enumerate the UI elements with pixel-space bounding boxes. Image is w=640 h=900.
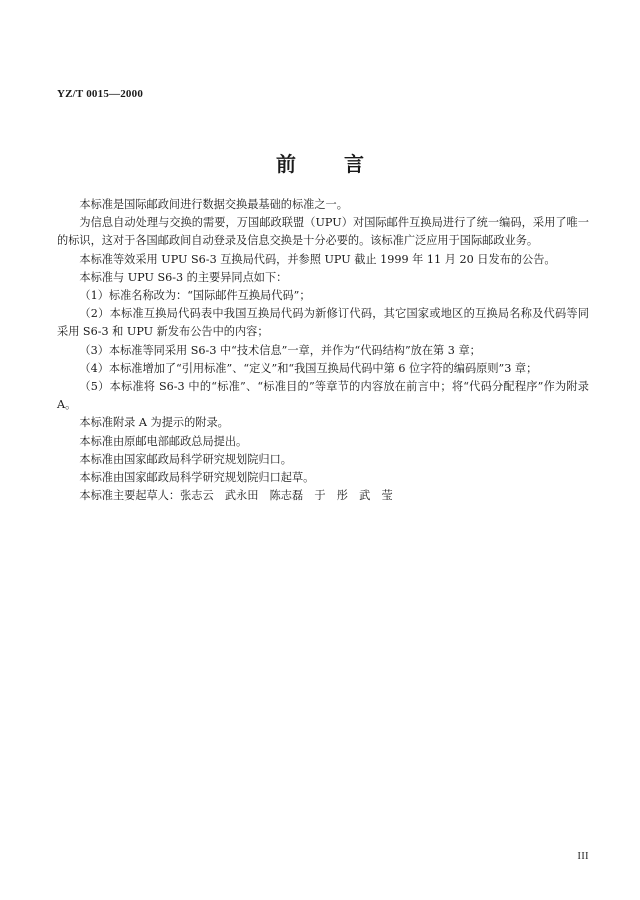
list-item: （5）本标准将 S6-3 中的“标准”、“标准目的”等章节的内容放在前言中；将“代码分配程序”作为附录 A。 [57,380,589,412]
list-item: （4）本标准增加了“引用标准”、“定义”和“我国互换局代码中第 6 位字符的编码原则”3 章； [79,361,538,375]
drafters-line: 本标准主要起草人：张志云 武永田 陈志磊 于 彤 武 莹 [79,489,393,503]
paragraph: 本标准与 UPU S6-3 的主要异同点如下： [79,270,288,284]
standard-code: YZ/T 0015—2000 [57,88,144,100]
list-item: （1）标准名称改为：“国际邮件互换局代码”； [79,289,311,303]
paragraph: 本标准由原邮电部邮政总局提出。 [79,434,248,448]
page-title: 前言 [276,152,412,176]
foreword-body [57,196,589,505]
paragraph: 本标准由国家邮政局科学研究规划院归口起草。 [79,471,315,485]
page-number: III [577,851,589,862]
list-item: （3）本标准等同采用 S6-3 中“技术信息”一章，并作为“代码结构”放在第 3 章； [79,343,481,357]
paragraph: 本标准附录 A 为提示的附录。 [79,416,229,430]
paragraph: 本标准由国家邮政局科学研究规划院归口。 [79,452,292,466]
paragraph: 本标准等效采用 UPU S6-3 互换局代码，并参照 UPU 截止 1999 年 11 月 20 日发布的公告。 [79,252,556,266]
paragraph: 本标准是国际邮政间进行数据交换最基础的标准之一。 [79,198,348,211]
paragraph: 为信息自动处理与交换的需要，万国邮政联盟（UPU）对国际邮件互换局进行了统一编码，采用了唯一的标识，这对于各国邮政间自动登录及信息交换是十分必要的。该标准广泛应用于国际邮政业务。 [57,216,589,248]
list-item: （2）本标准互换局代码表中我国互换局代码为新修订代码，其它国家或地区的互换局名称及代码等同采用 S6-3 和 UPU 新发布公告中的内容； [57,307,589,339]
